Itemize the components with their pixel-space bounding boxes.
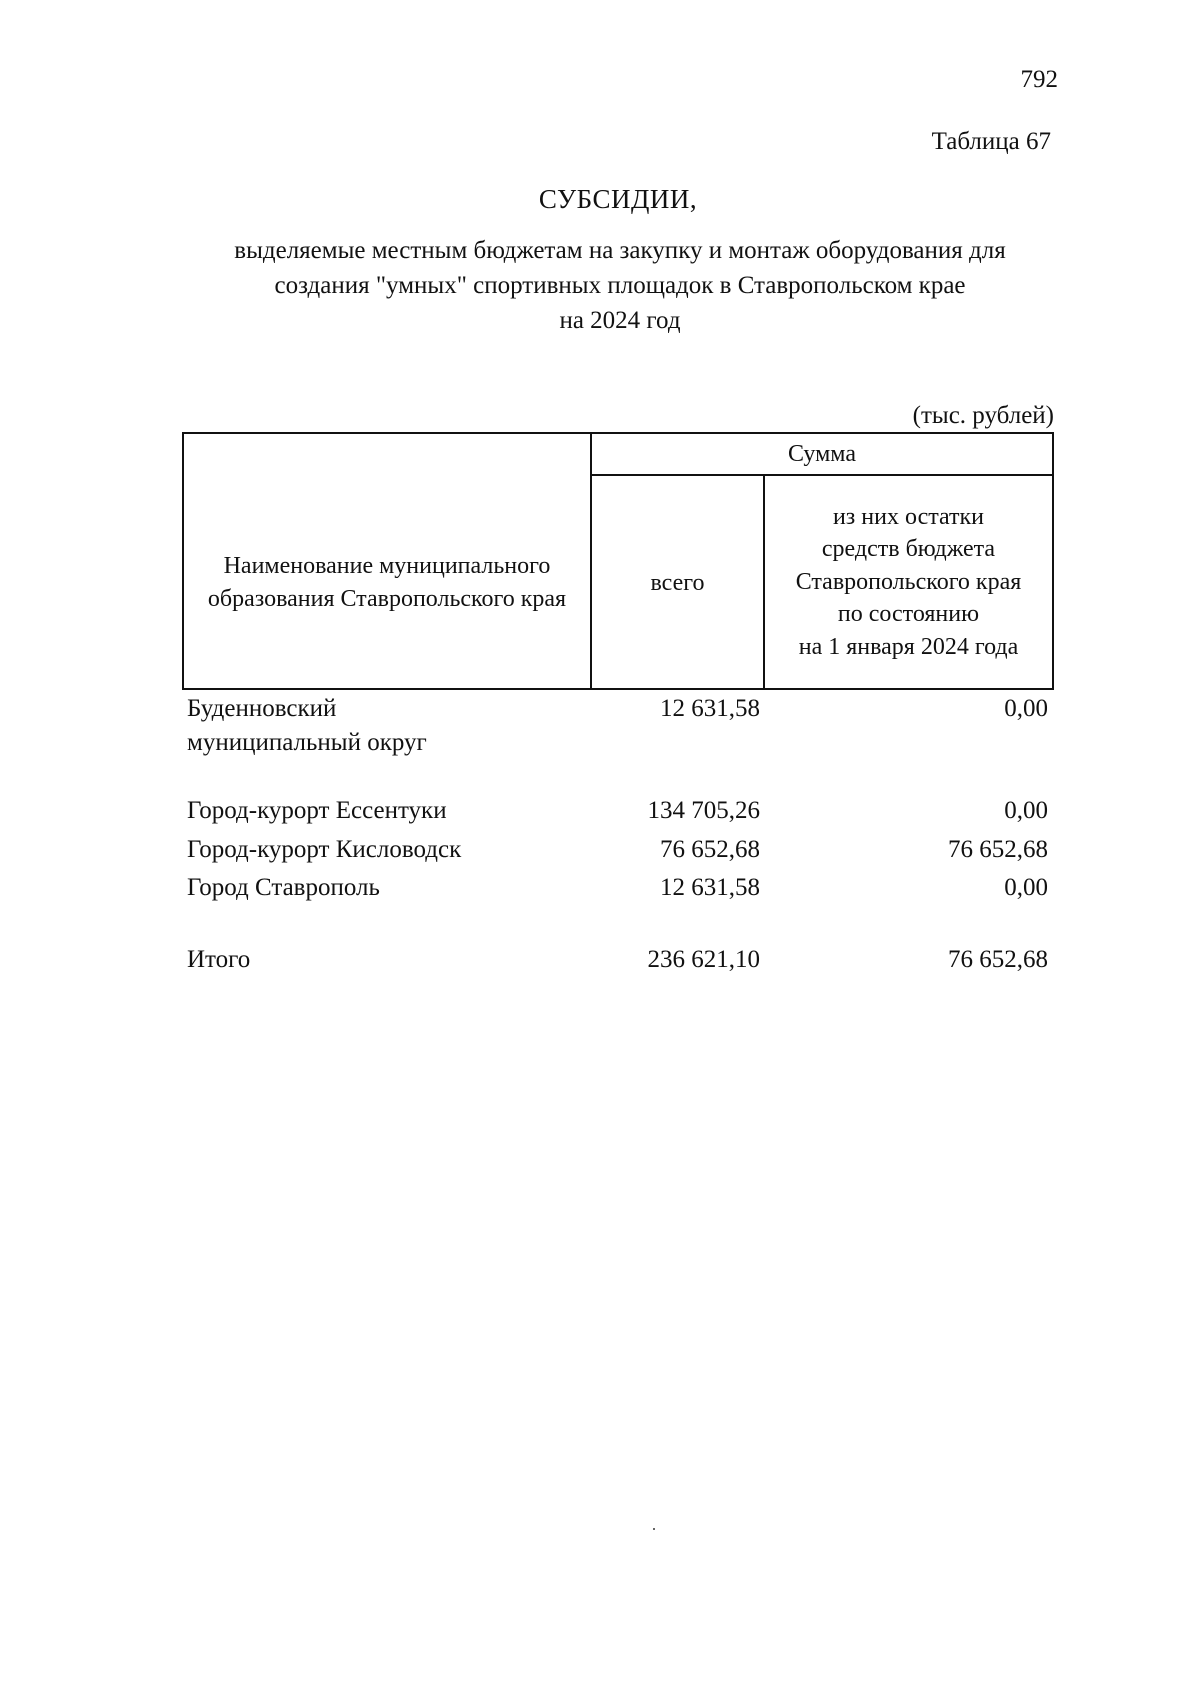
units-label: (тыс. рублей) bbox=[912, 402, 1054, 429]
row-name-line: муниципальный округ bbox=[187, 729, 427, 756]
page-number: 792 bbox=[1020, 66, 1058, 93]
row-name bbox=[187, 692, 567, 760]
subtitle-line: на 2024 год bbox=[559, 307, 681, 334]
header-remain-line: из них остатки bbox=[832, 503, 985, 530]
header-name-line: образования Ставропольского края bbox=[207, 586, 567, 612]
subtitle-line: создания "умных" спортивных площадок в Ставропольском крае bbox=[274, 272, 966, 299]
header-remain-cell bbox=[765, 476, 1052, 688]
row-total: 12 631,58 bbox=[660, 874, 760, 901]
row-name: Город Ставрополь bbox=[187, 874, 380, 901]
header-remain-line: Ставропольского края bbox=[795, 568, 1022, 595]
table-header bbox=[182, 432, 1054, 690]
row-total: 134 705,26 bbox=[647, 797, 760, 824]
header-name-cell bbox=[184, 434, 592, 688]
header-sum-cell: Сумма bbox=[592, 434, 1052, 476]
row-remain: 0,00 bbox=[1004, 695, 1048, 722]
row-total: 12 631,58 bbox=[660, 695, 760, 722]
total-label: Итого bbox=[187, 946, 251, 973]
row-name: Город-курорт Ессентуки bbox=[187, 797, 447, 824]
document-title: СУБСИДИИ, bbox=[538, 184, 698, 214]
scan-speck bbox=[653, 1528, 655, 1530]
header-remain-line: средств бюджета bbox=[821, 536, 996, 563]
row-remain: 76 652,68 bbox=[948, 836, 1048, 863]
row-remain: 0,00 bbox=[1004, 797, 1048, 824]
total-sum: 236 621,10 bbox=[647, 946, 760, 973]
row-name: Город-курорт Кисловодск bbox=[187, 836, 462, 863]
total-remain: 76 652,68 bbox=[948, 946, 1048, 973]
header-name-line: Наименование муниципального bbox=[223, 553, 551, 579]
header-total-cell: всего bbox=[592, 476, 765, 688]
row-name-line: Буденновский bbox=[187, 695, 337, 722]
row-remain: 0,00 bbox=[1004, 874, 1048, 901]
header-remain-line: по состоянию bbox=[837, 601, 980, 628]
document-subtitle bbox=[0, 233, 1200, 338]
subtitle-line: выделяемые местным бюджетам на закупку и монтаж оборудования для bbox=[234, 237, 1006, 264]
header-remain-line: на 1 января 2024 года bbox=[798, 633, 1019, 660]
table-label: Таблица 67 bbox=[931, 128, 1051, 155]
row-total: 76 652,68 bbox=[660, 836, 760, 863]
